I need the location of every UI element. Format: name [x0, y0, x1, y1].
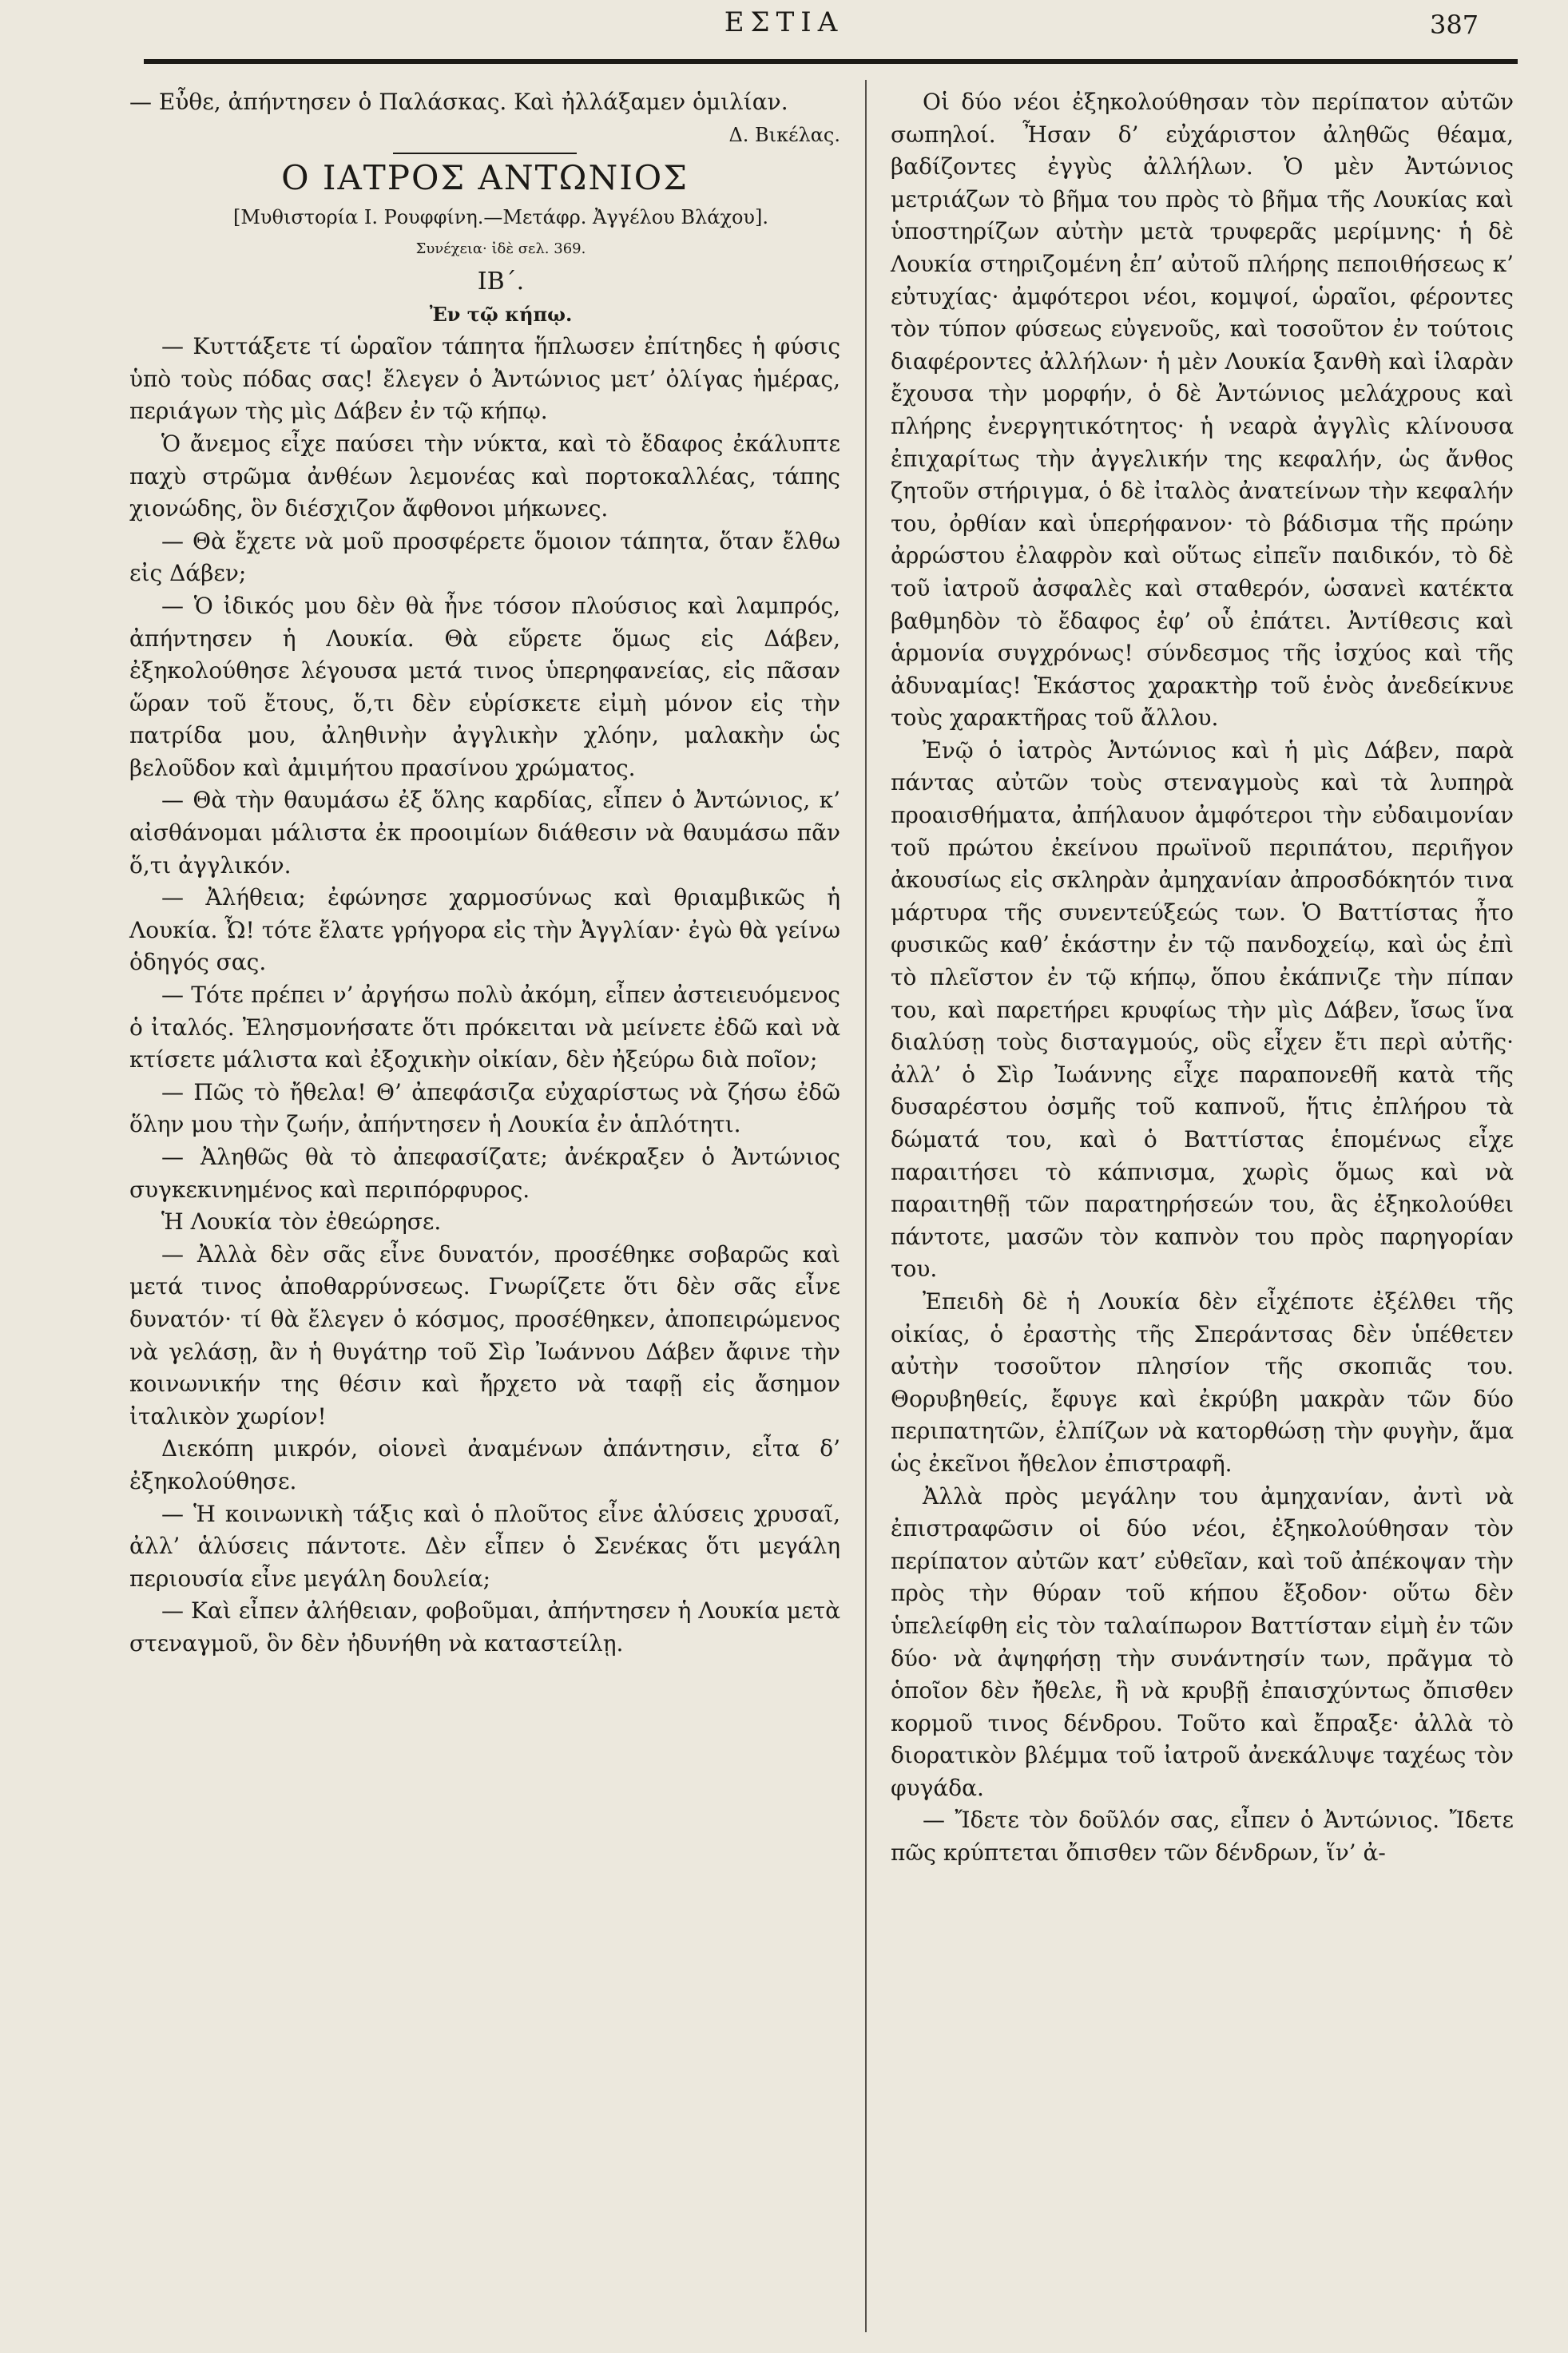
paragraph: Ἡ Λουκία τὸν ἐθεώρησε.: [161, 1208, 442, 1236]
paragraph: — Καὶ εἶπεν ἀλήθειαν, φοβοῦμαι, ἀπήντησεν ἡ Λουκία μετὰ στεναγμοῦ, ὃν δὲν ἠδυνήθη νὰ καταστείλῃ.: [129, 1597, 840, 1657]
paragraph: — Τότε πρέπει ν’ ἀργήσω πολὺ ἀκόμη, εἶπεν ἀστειευόμενος ὁ ἰταλός. Ἐλησμονήσατε ὅτι πρόκειται νὰ μείνετε ἐδῶ καὶ νὰ κτίσετε μάλιστα καὶ ἐξοχικὴν οἰκίαν, δὲν ἠξεύρω διὰ ποῖον;: [129, 982, 840, 1073]
paragraph: — Ἀλλὰ δὲν σᾶς εἶνε δυνατόν, προσέθηκε σοβαρῶς καὶ μετά τινος ἀποθαρρύνσεως. Γνωρίζετε ὅτι δὲν σᾶς εἶνε δυνατόν· τί θὰ ἔλεγεν ὁ κόσμος, προσέθηκεν, ἀποπειρώμενος νὰ γελάσῃ, ἂν ἡ θυγάτηρ τοῦ Σὶρ Ἰωάννου Δάβεν ἄφινε τὴν κοινωνικήν της θέσιν καὶ ἤρχετο νὰ ταφῇ εἰς ἄσημον ἰταλικὸν χωρίον!: [129, 1240, 840, 1430]
paragraph: — Θὰ ἔχετε νὰ μοῦ προσφέρετε ὅμοιον τάπητα, ὅταν ἔλθω εἰς Δάβεν;: [129, 527, 840, 587]
left-column: [129, 86, 840, 1661]
chapter-number: ΙΒ΄.: [477, 267, 525, 296]
paragraph: — Πῶς τὸ ἤθελα! Θ’ ἀπεφάσιζα εὐχαρίστως νὰ ζήσω ἐδῶ ὅλην μου τὴν ζωήν, ἀπήντησεν ἡ Λουκία ἐν ἁπλότητι.: [129, 1078, 840, 1138]
chapter-title: Ἐν τῷ κήπῳ.: [429, 302, 573, 326]
paragraph: — Ἴδετε τὸν δοῦλόν σας, εἶπεν ὁ Ἀντώνιος. Ἴδετε πῶς κρύπτεται ὄπισθεν τῶν δένδρων, ἵν’ ἀ-: [891, 1807, 1514, 1867]
paragraph: Ἐνῷ ὁ ἰατρὸς Ἀντώνιος καὶ ἡ μὶς Δάβεν, παρὰ πάντας αὐτῶν τοὺς στεναγμοὺς καὶ τὰ λυπηρὰ προαισθήματα, ἀπήλαυον ἀμφότεροι τὴν εὐδαιμονίαν τοῦ πρώτου ἐκείνου πρωϊνοῦ περιπάτου, περιῆγον ἀκουσίως εἰς σκληρὰν ἀμηχανίαν ἀπροσδόκητόν τινα μάρτυρα τῆς συνεντεύξεώς των. Ὁ Βαττίστας ἦτο φυσικῶς καθ’ ἑκάστην ἐν τῷ πανδοχείῳ, καὶ ὡς ἐπὶ τὸ πλεῖστον ἐν τῷ κήπῳ, ὅπου ἐκάπνιζε τὴν πίπαν του, καὶ παρετήρει κρυφίως τὴν μὶς Δάβεν, ἴσως ἵνα διαλύσῃ τοὺς δισταγμούς, οὓς εἶχεν ἔτι περὶ αὐτῆς· ἀλλ’ ὁ Σὶρ Ἰωάννης εἶχε παραπονεθῆ κατὰ τῆς δυσαρέστου ὀσμῆς τοῦ καπνοῦ, ἥτις ἐπλήρου τὰ δώματά του, καὶ ὁ Βαττίστας ἑπομένως εἶχε παραιτήσει τὸ κάπνισμα, χωρὶς ὅμως καὶ νὰ παραιτηθῇ τῶν παρατηρήσεών του, ἃς ἐξηκολούθει πάντοτε, μασῶν τὸν καπνὸν του πρὸς παρηγορίαν του.: [891, 736, 1514, 1283]
signature: Δ. Βικέλας.: [728, 123, 840, 146]
byline: [Μυθιστορία Ι. Ρουφφίνη.—Μετάφρ. Ἀγγέλου Βλάχου].: [232, 205, 769, 228]
paragraph: — Κυττάξετε τί ὡραῖον τάπητα ἥπλωσεν ἐπίτηδες ἡ φύσις ὑπὸ τοὺς πόδας σας! ἔλεγεν ὁ Ἀντώνιος μετ’ ὀλίγας ἡμέρας, περιάγων τὴς μὶς Δάβεν ἐν τῷ κήπῳ.: [129, 333, 840, 425]
title-rule: [393, 153, 577, 154]
intro-paragraph: — Εὖθε, ἀπήντησεν ὁ Παλάσκας. Καὶ ἠλλάξαμεν ὁμιλίαν.: [129, 89, 788, 115]
right-column: [891, 86, 1514, 1870]
paragraph: — Θὰ τὴν θαυμάσω ἐξ ὅλης καρδίας, εἶπεν ὁ Ἀντώνιος, κ’ αἰσθάνομαι μάλιστα ἐκ προοιμίων διάθεσιν νὰ θαυμάσω πᾶν ὅ,τι ἀγγλικόν.: [129, 787, 840, 879]
continuation-note: Συνέχεια· ἰδὲ σελ. 369.: [415, 240, 586, 258]
page-header-title: ΕΣΤΙΑ: [724, 6, 844, 38]
paragraph: — Ἀλήθεια; ἐφώνησε χαρμοσύνως καὶ θριαμβικῶς ἡ Λουκία. Ὦ! τότε ἔλατε γρήγορα εἰς τὴν Ἀγγλίαν· ἐγὼ θὰ γείνω ὁδηγός σας.: [129, 884, 840, 976]
paragraph: Οἱ δύο νέοι ἐξηκολούθησαν τὸν περίπατον αὐτῶν σωπηλοί. Ἦσαν δ’ εὐχάριστον ἀληθῶς θέαμα, βαδίζοντες ἐγγὺς ἀλλήλων. Ὁ μὲν Ἀντώνιος μετριάζων τὸ βῆμα του πρὸς τὸ βῆμα τῆς Λουκίας καὶ ὑποστηρίζων αὐτὴν μετὰ τρυφερᾶς μερίμνης· ἡ δὲ Λουκία στηριζομένη ἐπ’ αὐτοῦ πλήρης πεποιθήσεως κ’ εὐτυχίας· ἀμφότεροι νέοι, κομψοί, ὡραῖοι, φέροντες τὸν τύπον φύσεως εὐγενοῦς, καὶ τοσοῦτον ἐν τούτοις διαφέροντες ἀλλήλων· ἡ μὲν Λουκία ξανθὴ καὶ ἱλαρὰν ἔχουσα τὴν μορφήν, ὁ δὲ Ἀντώνιος μελάχρους καὶ πλήρης ἐνεργητικότητος· ἡ νεαρὰ ἀγγλὶς κλίνουσα ἐπιχαρίτως τὴν ἀγγελικήν της κεφαλήν, ὡς ἄνθος ζητοῦν στήριγμα, ὁ δὲ ἰταλὸς ἀνατείνων τὴν κεφαλήν του, ὀρθίαν καὶ ὑπερήφανον· τὸ βάδισμα τῆς πρώην ἀρρώστου ἐλαφρὸν καὶ οὕτως εἰπεῖν παιδικόν, τὸ δὲ τοῦ ἰατροῦ ἀσφαλὲς καὶ σταθερόν, ὡσανεὶ κατέκτα βαθμηδὸν τὸ ἔδαφος ἐφ’ οὗ ἐπάτει. Ἀντίθεσις καὶ ἁρμονία συγχρόνως! σύνδεσμος τῆς ἰσχύος καὶ τῆς ἀδυναμίας! Ἑκάστος χαρακτὴρ τοῦ ἑνὸς ἀνεδείκνυε τοὺς χαρακτῆρας τοῦ ἄλλου.: [891, 89, 1514, 732]
header-rule: [144, 59, 1518, 64]
paragraph: — Ἡ κοινωνικὴ τάξις καὶ ὁ πλοῦτος εἶνε ἁλύσεις χρυσαῖ, ἀλλ’ ἁλύσεις πάντοτε. Δὲν εἶπεν ὁ Σενέκας ὅτι μεγάλη περιουσία εἶνε μεγάλη δουλεία;: [129, 1500, 840, 1592]
paragraph: Ἀλλὰ πρὸς μεγάλην του ἀμηχανίαν, ἀντὶ νὰ ἐπιστραφῶσιν οἱ δύο νέοι, ἐξηκολούθησαν τὸν περίπατον αὐτῶν κατ’ εὐθεῖαν, καὶ τοῦ ἀπέκοψαν τὴν πρὸς τὴν θύραν τοῦ κήπου ἔξοδον· οὕτω δὲν ὑπελείφθη εἰς τὸν ταλαίπωρον Βαττίσταν εἰμὴ ἐν τῶν δύο· νὰ ἀψηφήσῃ τὴν συνάντησίν των, πρᾶγμα τὸ ὁποῖον δὲν ἤθελε, ἢ νὰ κρυβῇ ἐπαισχύντως ὄπισθεν κορμοῦ τινος δένδρου. Τοῦτο καὶ ἔπραξε· ἀλλὰ τὸ διορατικὸν βλέμμα τοῦ ἰατροῦ ἀνεκάλυψε ταχέως τὸν φυγάδα.: [891, 1482, 1514, 1801]
column-divider: [865, 80, 867, 2332]
paragraph: — Ἀληθῶς θὰ τὸ ἀπεφασίζατε; ἀνέκραξεν ὁ Ἀντώνιος συγκεκινημένος καὶ περιπόρφυρος.: [129, 1144, 840, 1203]
page-number: 387: [1430, 10, 1479, 40]
paragraph: — Ὁ ἰδικός μου δὲν θὰ ἦνε τόσον πλούσιος καὶ λαμπρός, ἀπήντησεν ἡ Λουκία. Θὰ εὕρετε ὅμως εἰς Δάβεν, ἐξηκολούθησε λέγουσα μετά τινος ὑπερηφανείας, εἰς πᾶσαν ὥραν τοῦ ἔτους, ὅ,τι δὲν εὑρίσκετε εἰμὴ μόνον εἰς τὴν πατρίδα μου, ἀληθινὴν ἀγγλικὴν χλόην, μαλακὴν ὡς βελοῦδον καὶ ἀμιμήτου πρασίνου χρώματος.: [129, 592, 840, 781]
story-title: Ο ΙΑΤΡΟΣ ΑΝΤΩΝΙΟΣ: [281, 158, 689, 198]
paragraph: Ὁ ἄνεμος εἶχε παύσει τὴν νύκτα, καὶ τὸ ἔδαφος ἐκάλυπτε παχὺ στρῶμα ἀνθέων λεμονέας καὶ πορτοκαλλέας, τάπης χιονώδης, ὃν διέσχιζον ἄφθονοι μήκωνες.: [129, 430, 840, 522]
paragraph: Διεκόπη μικρόν, οἱονεὶ ἀναμένων ἀπάντησιν, εἶτα δ’ ἐξηκολούθησε.: [129, 1435, 840, 1494]
paragraph: Ἐπειδὴ δὲ ἡ Λουκία δὲν εἶχέποτε ἐξέλθει τῆς οἰκίας, ὁ ἐραστὴς τῆς Σπεράντσας δὲν ὑπέθετεν αὐτὴν τοσοῦτον πλησίον τῆς σκοπιᾶς του. Θορυβηθείς, ἔφυγε καὶ ἐκρύβη μακρὰν τῶν δύο περιπατητῶν, ἐλπίζων νὰ κατορθώσῃ τὴν φυγὴν, ἅμα ὡς ἐκεῖνοι ἤθελον ἐπιστραφῆ.: [891, 1288, 1514, 1477]
